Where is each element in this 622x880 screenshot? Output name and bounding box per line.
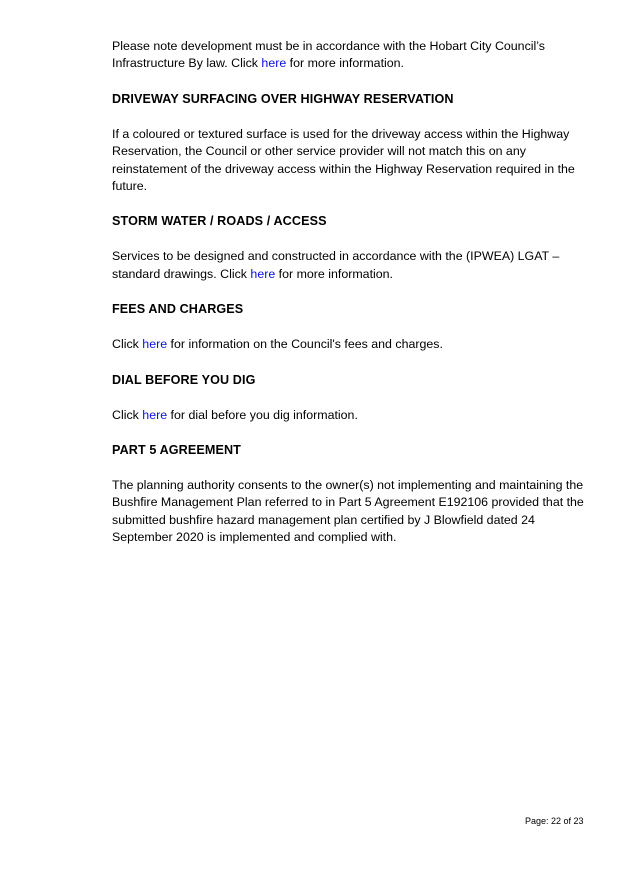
intro-text-after: for more information.: [286, 56, 404, 71]
dial-text-after: for dial before you dig information.: [167, 407, 358, 422]
paragraph-driveway-surfacing: If a coloured or textured surface is used for the driveway access within the Highway Reservation, the Council or other service provider will not match this on any reinstatement of the driveway access within the Highway Reservation required in the future.: [112, 126, 575, 194]
paragraph-storm-water: [112, 248, 587, 283]
heading-driveway-surfacing: DRIVEWAY SURFACING OVER HIGHWAY RESERVATION: [112, 91, 454, 106]
dial-before-dig-link[interactable]: here: [142, 407, 168, 422]
fees-charges-link[interactable]: here: [142, 337, 168, 352]
intro-paragraph: [112, 38, 587, 73]
intro-text-before: Please note development must be in accordance with the Hobart City Council’s Infrastructure By law. Click: [112, 39, 545, 71]
paragraph-part5-agreement: The planning authority consents to the owner(s) not implementing and maintaining the Bushfire Management Plan referred to in Part 5 Agreement E192106 provided that the submitted bushfire hazard management plan certified by J Blowfield dated 24 September 2020 is implemented and complied with.: [112, 478, 584, 545]
fees-text-before: Click: [112, 337, 143, 352]
heading-dial-before-dig: DIAL BEFORE YOU DIG: [112, 372, 256, 387]
document-page: [112, 38, 587, 547]
dial-text-before: Click: [112, 407, 143, 422]
storm-water-text-after: for more information.: [275, 266, 393, 281]
paragraph-fees-charges: [112, 336, 587, 353]
heading-part5-agreement: PART 5 AGREEMENT: [112, 443, 241, 458]
paragraph-dial-before-dig: [112, 407, 587, 424]
page-number: Page: 22 of 23: [525, 816, 584, 826]
infrastructure-bylaw-link[interactable]: here: [261, 56, 287, 71]
heading-storm-water: STORM WATER / ROADS / ACCESS: [112, 214, 327, 229]
heading-fees-charges: FEES AND CHARGES: [112, 302, 244, 317]
fees-text-after: for information on the Council's fees and charges.: [167, 337, 443, 352]
standard-drawings-link[interactable]: here: [250, 266, 276, 281]
storm-water-text-before: Services to be designed and constructed in accordance with the (IPWEA) LGAT – standard drawings. Click: [112, 249, 560, 281]
